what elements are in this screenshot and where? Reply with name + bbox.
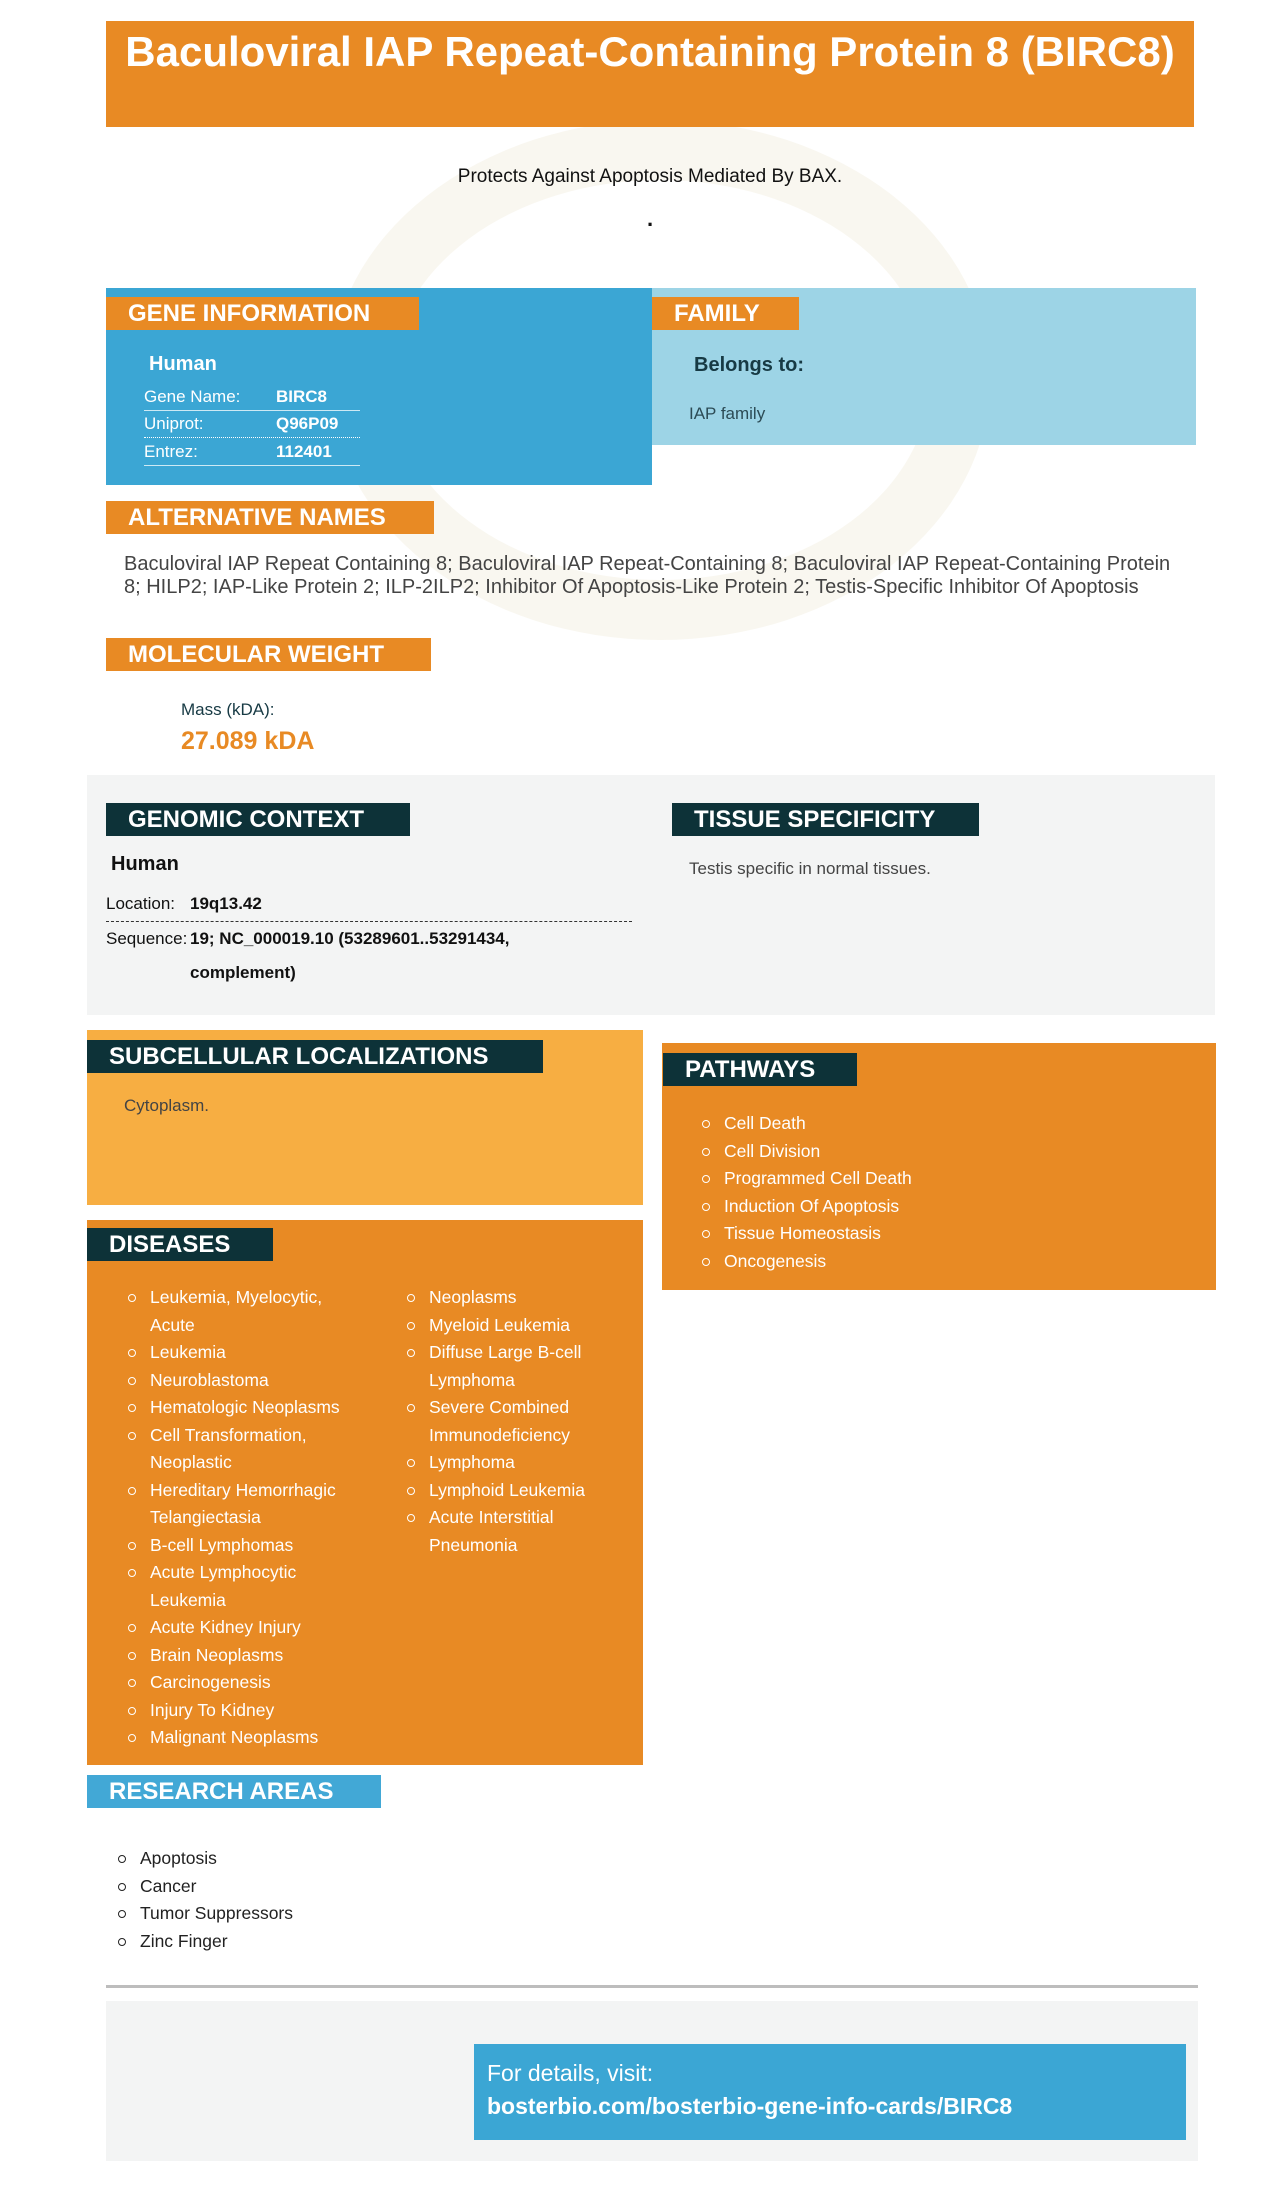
location-label: Location: bbox=[106, 894, 175, 913]
research-areas-heading: RESEARCH AREAS bbox=[87, 1775, 381, 1808]
gene-name-value: BIRC8 bbox=[276, 387, 328, 406]
gene-name-label: Gene Name: bbox=[144, 387, 241, 406]
research-area-item: Tumor Suppressors bbox=[116, 1900, 293, 1928]
alternative-names-text: Baculoviral IAP Repeat Containing 8; Baculoviral IAP Repeat-Containing 8; Baculoviral IAP Repeat-Containing Protein 8; HILP2; IAP-Like Protein 2; ILP-2ILP2; Inhibitor Of Apoptosis-Like Protein 2; Testis-Specific Inhibitor Of Apoptosis bbox=[124, 553, 1171, 598]
description-dot: . bbox=[646, 206, 654, 231]
disease-item: Malignant Neoplasms bbox=[126, 1724, 366, 1752]
pathways-heading: PATHWAYS bbox=[663, 1053, 857, 1086]
subcellular-text: Cytoplasm. bbox=[124, 1096, 210, 1115]
disease-item: Hematologic Neoplasms bbox=[126, 1394, 366, 1422]
research-areas-list bbox=[116, 1845, 293, 1955]
disease-item: Acute Kidney Injury bbox=[126, 1614, 366, 1642]
disease-item: Lymphoid Leukemia bbox=[405, 1477, 605, 1505]
disease-item: B-cell Lymphomas bbox=[126, 1532, 366, 1560]
research-area-item: Apoptosis bbox=[116, 1845, 293, 1873]
disease-item: Myeloid Leukemia bbox=[405, 1312, 605, 1340]
family-belongs-label: Belongs to: bbox=[694, 354, 804, 376]
genomic-context-heading: GENOMIC CONTEXT bbox=[106, 803, 410, 836]
disease-item: Acute Interstitial Pneumonia bbox=[405, 1504, 605, 1559]
entrez-label: Entrez: bbox=[144, 442, 198, 461]
genomic-organism: Human bbox=[111, 853, 179, 875]
pathway-item: Tissue Homeostasis bbox=[700, 1220, 912, 1248]
details-box bbox=[474, 2044, 1186, 2140]
pathways-list bbox=[700, 1110, 912, 1275]
disease-item: Injury To Kidney bbox=[126, 1697, 366, 1725]
disease-item: Severe Combined Immunodeficiency bbox=[405, 1394, 605, 1449]
details-label: For details, visit: bbox=[487, 2060, 654, 2086]
pathway-item: Programmed Cell Death bbox=[700, 1165, 912, 1193]
disease-item: Leukemia bbox=[126, 1339, 366, 1367]
pathway-item: Oncogenesis bbox=[700, 1248, 912, 1276]
disease-item: Leukemia, Myelocytic, Acute bbox=[126, 1284, 366, 1339]
gene-row-divider bbox=[144, 437, 360, 438]
disease-item: Hereditary Hemorrhagic Telangiectasia bbox=[126, 1477, 366, 1532]
uniprot-value[interactable]: Q96P09 bbox=[276, 414, 339, 433]
disease-item: Cell Transformation, Neoplastic bbox=[126, 1422, 366, 1477]
mass-value: 27.089 kDA bbox=[181, 727, 315, 755]
entrez-value[interactable]: 112401 bbox=[276, 442, 332, 461]
page-title: Baculoviral IAP Repeat-Containing Protein 8 (BIRC8) bbox=[106, 21, 1194, 127]
family-value: IAP family bbox=[689, 404, 766, 423]
disease-item: Neuroblastoma bbox=[126, 1367, 366, 1395]
details-link[interactable]: bosterbio.com/bosterbio-gene-info-cards/BIRC8 bbox=[487, 2093, 1013, 2119]
disease-item: Lymphoma bbox=[405, 1449, 605, 1477]
genomic-divider bbox=[106, 921, 632, 922]
tissue-specificity-text: Testis specific in normal tissues. bbox=[689, 859, 931, 878]
sequence-value-continued: complement) bbox=[190, 963, 296, 982]
mass-label: Mass (kDA): bbox=[181, 700, 275, 719]
gene-information-heading: GENE INFORMATION bbox=[106, 297, 419, 330]
tissue-specificity-heading: TISSUE SPECIFICITY bbox=[672, 803, 979, 836]
footer-divider bbox=[106, 1985, 1198, 1988]
sequence-label: Sequence: bbox=[106, 929, 188, 948]
research-area-item: Cancer bbox=[116, 1873, 293, 1901]
diseases-heading: DISEASES bbox=[87, 1228, 273, 1261]
uniprot-label: Uniprot: bbox=[144, 414, 204, 433]
gene-row-divider bbox=[144, 410, 360, 411]
location-value: 19q13.42 bbox=[190, 894, 262, 913]
disease-item: Brain Neoplasms bbox=[126, 1642, 366, 1670]
family-heading: FAMILY bbox=[652, 297, 799, 330]
gene-description: Protects Against Apoptosis Mediated By BAX. bbox=[457, 166, 843, 187]
sequence-value: 19; NC_000019.10 (53289601..53291434, bbox=[190, 929, 510, 948]
pathway-item: Induction Of Apoptosis bbox=[700, 1193, 912, 1221]
molecular-weight-heading: MOLECULAR WEIGHT bbox=[106, 638, 431, 671]
diseases-list-column-1 bbox=[126, 1284, 366, 1752]
alternative-names-heading: ALTERNATIVE NAMES bbox=[106, 501, 434, 534]
gene-organism: Human bbox=[149, 353, 217, 375]
disease-item: Carcinogenesis bbox=[126, 1669, 366, 1697]
disease-item: Diffuse Large B-cell Lymphoma bbox=[405, 1339, 605, 1394]
disease-item: Neoplasms bbox=[405, 1284, 605, 1312]
subcellular-heading: SUBCELLULAR LOCALIZATIONS bbox=[87, 1040, 543, 1073]
gene-row-divider bbox=[144, 465, 360, 466]
diseases-list-column-2 bbox=[405, 1284, 605, 1559]
disease-item: Acute Lymphocytic Leukemia bbox=[126, 1559, 366, 1614]
pathway-item: Cell Death bbox=[700, 1110, 912, 1138]
research-area-item: Zinc Finger bbox=[116, 1928, 293, 1956]
pathway-item: Cell Division bbox=[700, 1138, 912, 1166]
